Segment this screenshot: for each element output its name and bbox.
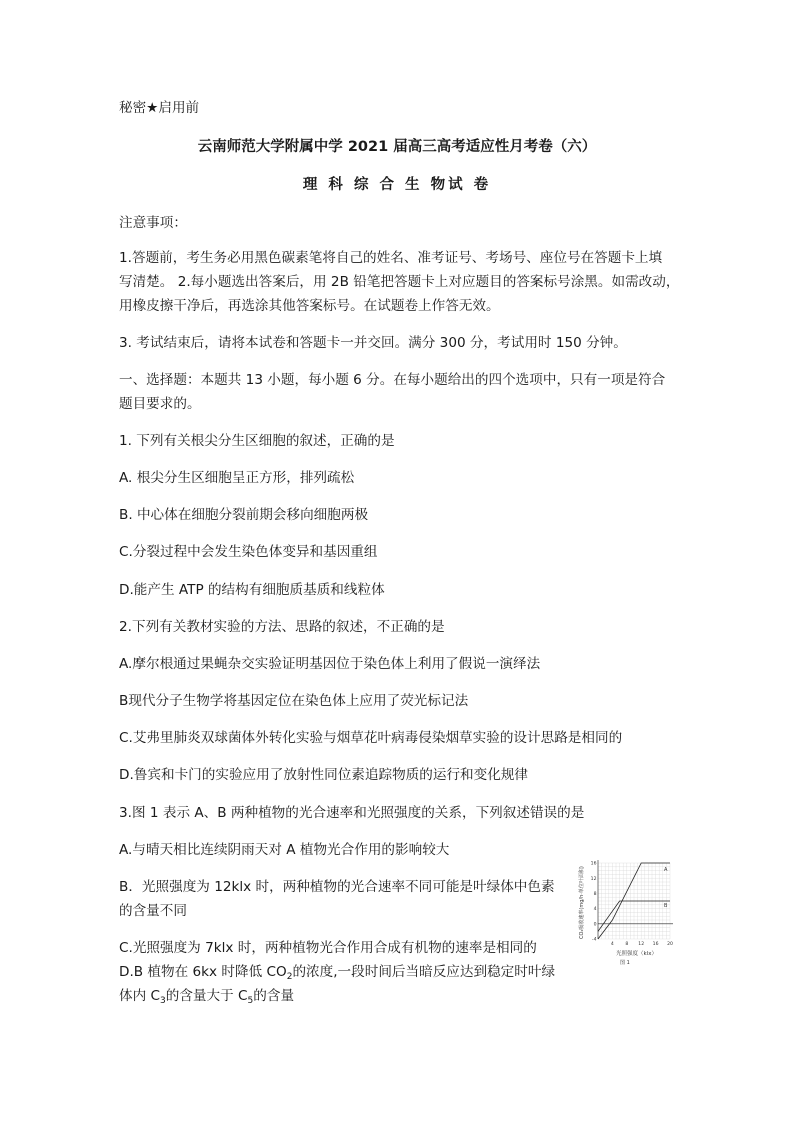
x-tick-label: 4: [610, 942, 614, 947]
q3-option-d-line1: [119, 962, 555, 982]
chart-axes: [598, 860, 673, 939]
chart-ylabel: CO₂吸收速率(mg/h·单位叶面积): [579, 866, 585, 939]
y-tick-label: 4: [593, 907, 597, 913]
q2-option-a: A.摩尔根通过果蝇杂交实验证明基因位于染色体上利用了假说一演绎法: [119, 656, 541, 672]
q3-d-text-3: 体内 C: [119, 988, 161, 1004]
series-label-a: A: [664, 867, 668, 873]
notice-heading: 注意事项：: [119, 215, 187, 231]
q3-option-b-line1: B．光照强度为 12klx 时，两种植物的光合速率不同可能是叶绿体中色素: [119, 879, 555, 895]
q3-stem: 3.图 1 表示 A、B 两种植物的光合速率和光照强度的关系，下列叙述错误的是: [119, 805, 585, 821]
section-heading-line1: 一、选择题：本题共 13 小题，每小题 6 分。在每小题给出的四个选项中，只有一项是符合: [119, 372, 666, 388]
q3-option-a: A.与晴天相比连续阴雨天对 A 植物光合作用的影响较大: [119, 842, 450, 858]
q2-option-c: C.艾弗里肺炎双球菌体外转化实验与烟草花叶病毒侵染烟草实验的设计思路是相同的: [119, 730, 623, 746]
q3-d-text-1: D.B 植物在 6kx 时降低 CO: [119, 964, 287, 980]
chart-caption: 图 1: [620, 960, 630, 966]
y-tick-label: -4: [591, 937, 597, 943]
secret-label: 秘密★启用前: [119, 100, 200, 116]
y-tick-label: 0: [593, 922, 597, 928]
q2-stem: 2.下列有关教材实验的方法、思路的叙述，不正确的是: [119, 619, 445, 635]
x-tick-label: 12: [638, 942, 645, 947]
y-tick-label: 16: [590, 861, 597, 867]
y-tick-label: 12: [590, 876, 597, 882]
q3-d-text-2: 的浓度,一段时间后当暗反应达到稳定时叶绿: [292, 964, 556, 980]
q3-option-c: C.光照强度为 7klx 时，两种植物光合作用合成有机物的速率是相同的: [119, 940, 537, 956]
notice-p1-line1: 1.答题前，考生务必用黑色碳素笔将自己的姓名、准考证号、考场号、座位号在答题卡上填: [119, 250, 663, 266]
q3-d-sub-c5: 5: [247, 996, 254, 1006]
x-tick-label: 8: [625, 942, 629, 947]
q3-d-text-4: 的含量大于 C: [165, 988, 248, 1004]
series-label-b: B: [664, 903, 668, 909]
q3-option-b-line2: 的含量不同: [119, 903, 187, 919]
exam-subtitle: 理 科 综 合 生 物试 卷: [302, 177, 492, 193]
chart-ticks: [591, 861, 673, 947]
figure-1-chart: [576, 855, 680, 967]
exam-title: 云南师范大学附属中学 2021 届高三高考适应性月考卷（六）: [197, 139, 597, 155]
q3-option-d-line2: [119, 986, 294, 1006]
q1-option-d: D.能产生 ATP 的结构有细胞质基质和线粒体: [119, 582, 385, 598]
q1-option-c: C.分裂过程中会发生染色体变异和基因重组: [119, 544, 378, 560]
q3-d-text-5: 的含量: [253, 988, 295, 1004]
q1-stem: 1. 下列有关根尖分生区细胞的叙述，正确的是: [119, 433, 395, 449]
section-heading-line2: 题目要求的。: [119, 396, 201, 412]
chart-xlabel: 光照强度（klx）: [616, 951, 657, 957]
q3-d-sub-c3: 3: [160, 996, 166, 1006]
q2-option-b: B现代分子生物学将基因定位在染色体上应用了荧光标记法: [119, 693, 469, 709]
q2-option-d: D.鲁宾和卡门的实验应用了放射性同位素追踪物质的运行和变化规律: [119, 767, 529, 783]
notice-p1-line3: 用橡皮擦干净后，再选涂其他答案标号。在试题卷上作答无效。: [119, 298, 500, 314]
notice-p1-line2: 写清楚。 2.每小题选出答案后，用 2B 铅笔把答题卡上对应题目的答案标号涂黑。如需改动，: [119, 274, 680, 290]
x-tick-label: 16: [652, 942, 659, 947]
q1-option-a: A. 根尖分生区细胞呈正方形，排列疏松: [119, 470, 355, 486]
notice-p3: 3. 考试结束后，请将本试卷和答题卡一并交回。满分 300 分，考试用时 150 分钟。: [119, 335, 627, 351]
x-tick-label: 20: [667, 942, 673, 947]
y-tick-label: 8: [593, 892, 597, 897]
q3-d-sub-co2: 2: [286, 972, 293, 982]
q1-option-b: B. 中心体在细胞分裂前期会移向细胞两极: [119, 507, 369, 523]
